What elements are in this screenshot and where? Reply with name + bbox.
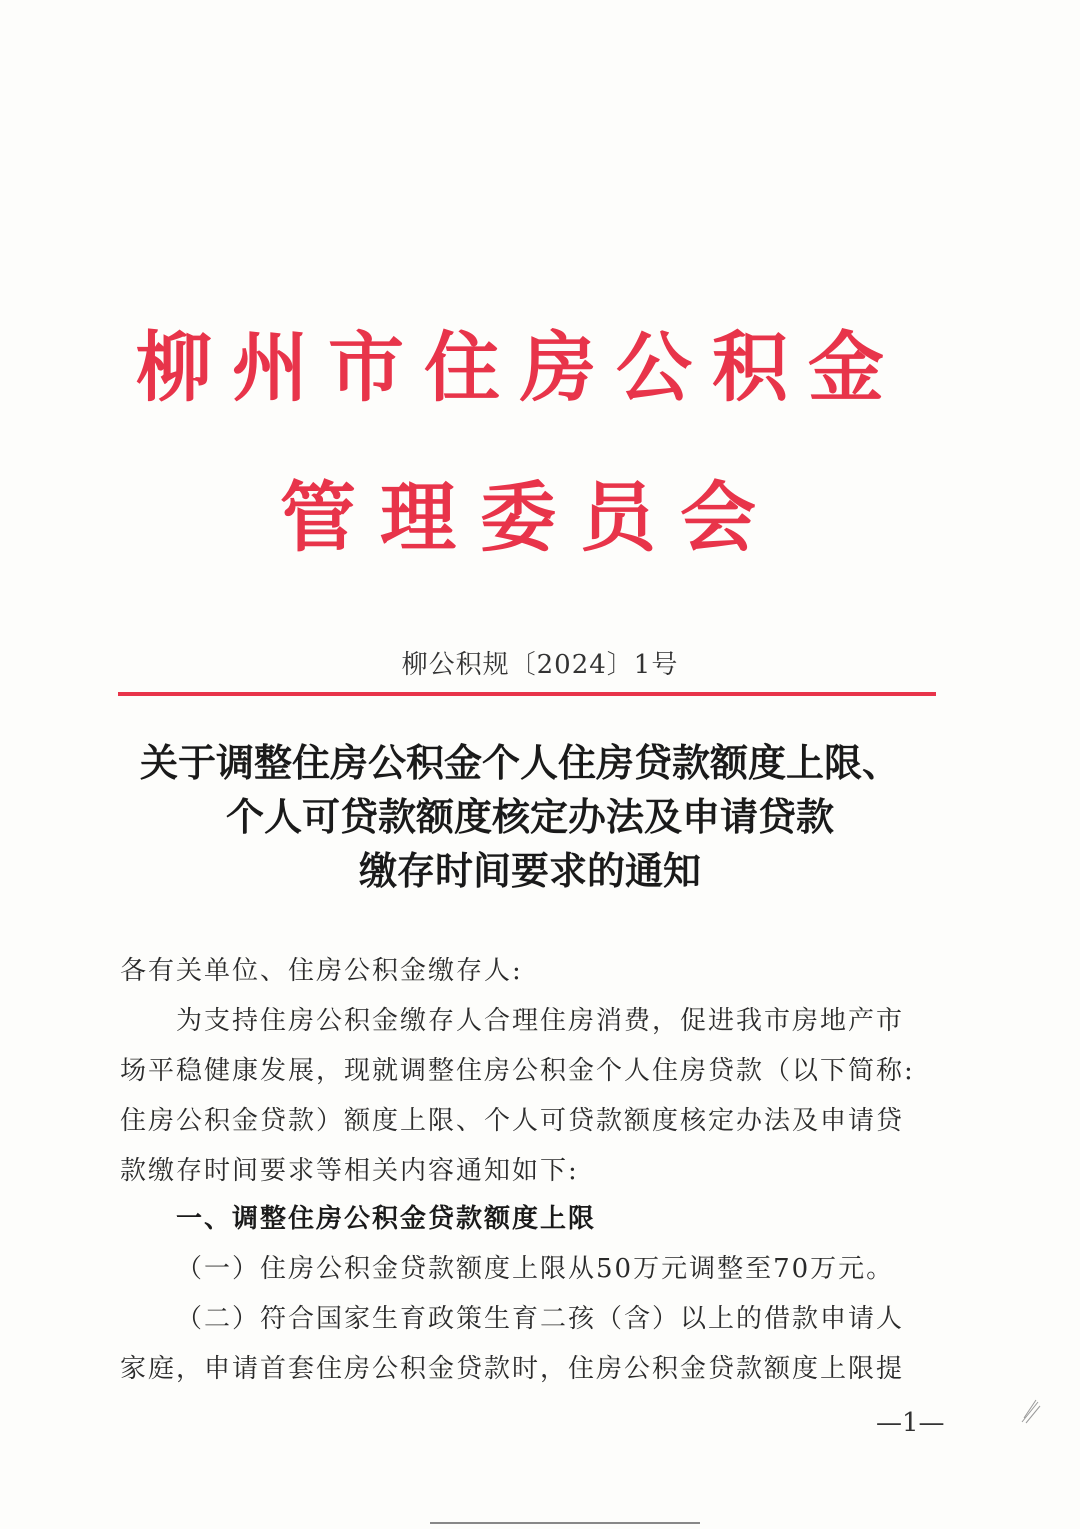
paragraph-1-line-4: 款缴存时间要求等相关内容通知如下: bbox=[120, 1156, 579, 1186]
pen-mark-icon bbox=[1018, 1396, 1042, 1426]
salutation: 各有关单位、住房公积金缴存人: bbox=[120, 956, 523, 986]
page-bottom-edge bbox=[430, 1522, 700, 1524]
notice-title-line-2: 个人可贷款额度核定办法及申请贷款 bbox=[225, 794, 834, 839]
issuing-org-line-2: 管理委员会 bbox=[280, 473, 780, 562]
paragraph-1-line-3: 住房公积金贷款）额度上限、个人可贷款额度核定办法及申请贷 bbox=[120, 1106, 905, 1136]
page-number: —1— bbox=[876, 1408, 945, 1438]
item-1: （一）住房公积金贷款额度上限从50万元调整至70万元。 bbox=[176, 1254, 895, 1284]
issuing-org-line-1: 柳州市住房公积金 bbox=[136, 323, 904, 412]
paragraph-1-line-2: 场平稳健康发展，现就调整住房公积金个人住房贷款（以下简称: bbox=[120, 1056, 915, 1086]
item-2-line-2: 家庭，申请首套住房公积金贷款时，住房公积金贷款额度上限提 bbox=[120, 1354, 905, 1384]
section-1-heading: 一、调整住房公积金贷款额度上限 bbox=[176, 1204, 597, 1234]
document-number: 柳公积规〔2024〕1号 bbox=[401, 650, 679, 680]
bleed-through-text bbox=[220, 140, 244, 175]
item-2-line-1: （二）符合国家生育政策生育二孩（含）以上的借款申请人 bbox=[176, 1304, 905, 1334]
paragraph-1-line-1: 为支持住房公积金缴存人合理住房消费，促进我市房地产市 bbox=[176, 1006, 905, 1036]
red-divider-line bbox=[118, 692, 936, 696]
notice-title-line-3: 缴存时间要求的通知 bbox=[358, 848, 701, 893]
notice-title-line-1: 关于调整住房公积金个人住房贷款额度上限、 bbox=[139, 740, 900, 785]
